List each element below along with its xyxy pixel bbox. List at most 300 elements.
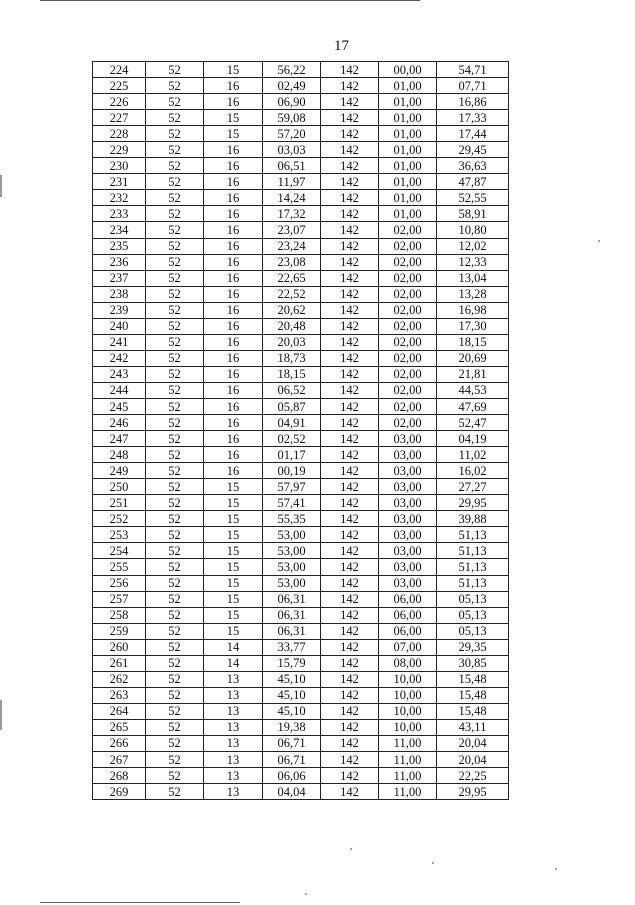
table-cell: 55,35: [263, 511, 321, 527]
table-cell: 16: [204, 286, 263, 302]
table-cell: 246: [93, 415, 146, 431]
table-cell: 142: [321, 222, 379, 238]
table-cell: 00,00: [379, 62, 437, 78]
table-cell: 52: [146, 286, 204, 302]
table-cell: 52: [146, 559, 204, 575]
bottom-scan-rule: [40, 902, 240, 903]
table-row: [93, 398, 509, 414]
table-cell: 16: [204, 431, 263, 447]
table-cell: 14,24: [263, 190, 321, 206]
table-row: [93, 431, 509, 447]
table-cell: 250: [93, 479, 146, 495]
table-cell: 52: [146, 78, 204, 94]
table-cell: 237: [93, 270, 146, 286]
table-cell: 249: [93, 463, 146, 479]
table-cell: 06,00: [379, 607, 437, 623]
table-cell: 257: [93, 591, 146, 607]
table-cell: 142: [321, 238, 379, 254]
table-row: [93, 415, 509, 431]
table-cell: 13: [204, 703, 263, 719]
table-cell: 142: [321, 254, 379, 270]
table-cell: 142: [321, 752, 379, 768]
table-cell: 05,13: [437, 623, 509, 639]
table-cell: 52: [146, 687, 204, 703]
table-row: [93, 655, 509, 671]
table-cell: 225: [93, 78, 146, 94]
scan-speck: [350, 848, 352, 850]
table-cell: 52: [146, 495, 204, 511]
table-cell: 06,51: [263, 158, 321, 174]
table-cell: 142: [321, 719, 379, 735]
table-cell: 06,71: [263, 752, 321, 768]
table-cell: 15: [204, 543, 263, 559]
table-row: [93, 366, 509, 382]
table-cell: 15: [204, 623, 263, 639]
table-cell: 20,48: [263, 318, 321, 334]
table-cell: 01,17: [263, 447, 321, 463]
table-cell: 52: [146, 607, 204, 623]
table-cell: 17,30: [437, 318, 509, 334]
table-cell: 10,00: [379, 687, 437, 703]
table-cell: 16: [204, 463, 263, 479]
table-cell: 02,00: [379, 398, 437, 414]
left-edge-mark: [0, 700, 2, 730]
table-cell: 11,97: [263, 174, 321, 190]
table-cell: 03,00: [379, 479, 437, 495]
table-cell: 03,03: [263, 142, 321, 158]
table-body: [93, 62, 509, 800]
table-cell: 03,00: [379, 559, 437, 575]
table-cell: 142: [321, 511, 379, 527]
table-cell: 02,00: [379, 415, 437, 431]
table-cell: 16,02: [437, 463, 509, 479]
table-cell: 243: [93, 366, 146, 382]
table-cell: 15: [204, 527, 263, 543]
table-cell: 142: [321, 190, 379, 206]
table-cell: 15: [204, 511, 263, 527]
table-cell: 16: [204, 415, 263, 431]
table-cell: 08,00: [379, 655, 437, 671]
table-cell: 52: [146, 206, 204, 222]
table-cell: 02,00: [379, 302, 437, 318]
table-cell: 142: [321, 158, 379, 174]
table-cell: 02,00: [379, 222, 437, 238]
table-cell: 05,87: [263, 398, 321, 414]
table-cell: 01,00: [379, 206, 437, 222]
table-row: [93, 126, 509, 142]
table-cell: 18,15: [263, 366, 321, 382]
table-cell: 264: [93, 703, 146, 719]
table-cell: 52: [146, 158, 204, 174]
table-cell: 02,00: [379, 350, 437, 366]
table-cell: 11,00: [379, 735, 437, 751]
table-cell: 52: [146, 398, 204, 414]
table-cell: 142: [321, 398, 379, 414]
table-row: [93, 94, 509, 110]
table-cell: 19,38: [263, 719, 321, 735]
table-cell: 52: [146, 575, 204, 591]
table-cell: 06,90: [263, 94, 321, 110]
table-cell: 142: [321, 575, 379, 591]
table-cell: 52: [146, 238, 204, 254]
table-cell: 04,91: [263, 415, 321, 431]
table-cell: 10,00: [379, 703, 437, 719]
table-cell: 142: [321, 431, 379, 447]
table-cell: 04,04: [263, 784, 321, 800]
table-row: [93, 623, 509, 639]
table-cell: 43,11: [437, 719, 509, 735]
table-cell: 142: [321, 142, 379, 158]
table-cell: 16: [204, 254, 263, 270]
table-row: [93, 222, 509, 238]
table-row: [93, 784, 509, 800]
table-cell: 52: [146, 142, 204, 158]
table-cell: 02,00: [379, 286, 437, 302]
table-cell: 266: [93, 735, 146, 751]
table-cell: 05,13: [437, 607, 509, 623]
table-cell: 16: [204, 334, 263, 350]
table-cell: 15,48: [437, 703, 509, 719]
table-cell: 52: [146, 350, 204, 366]
table-cell: 52: [146, 527, 204, 543]
table-cell: 51,13: [437, 527, 509, 543]
table-cell: 01,00: [379, 142, 437, 158]
table-cell: 02,00: [379, 238, 437, 254]
table-cell: 231: [93, 174, 146, 190]
table-cell: 224: [93, 62, 146, 78]
table-cell: 00,19: [263, 463, 321, 479]
table-cell: 45,10: [263, 671, 321, 687]
table-row: [93, 495, 509, 511]
table-cell: 52: [146, 479, 204, 495]
table-row: [93, 671, 509, 687]
table-row: [93, 110, 509, 126]
table-cell: 10,00: [379, 719, 437, 735]
table-cell: 18,15: [437, 334, 509, 350]
table-row: [93, 511, 509, 527]
table-cell: 44,53: [437, 382, 509, 398]
table-cell: 52: [146, 719, 204, 735]
table-row: [93, 286, 509, 302]
table-cell: 227: [93, 110, 146, 126]
table-cell: 16: [204, 222, 263, 238]
table-cell: 142: [321, 607, 379, 623]
scan-speck: [598, 240, 600, 242]
table-cell: 01,00: [379, 110, 437, 126]
table-cell: 06,00: [379, 623, 437, 639]
left-edge-mark: [0, 175, 2, 197]
table-cell: 21,81: [437, 366, 509, 382]
table-cell: 14: [204, 655, 263, 671]
table-cell: 16: [204, 398, 263, 414]
table-row: [93, 254, 509, 270]
table-row: [93, 206, 509, 222]
table-cell: 258: [93, 607, 146, 623]
table-cell: 52: [146, 110, 204, 126]
table-cell: 232: [93, 190, 146, 206]
table-row: [93, 687, 509, 703]
table-row: [93, 591, 509, 607]
table-cell: 52,47: [437, 415, 509, 431]
table-cell: 52: [146, 703, 204, 719]
table-cell: 15: [204, 575, 263, 591]
table-cell: 16: [204, 382, 263, 398]
table-cell: 52: [146, 639, 204, 655]
table-cell: 236: [93, 254, 146, 270]
table-cell: 07,00: [379, 639, 437, 655]
table-cell: 15: [204, 607, 263, 623]
table-cell: 16,86: [437, 94, 509, 110]
table-cell: 142: [321, 126, 379, 142]
table-cell: 03,00: [379, 431, 437, 447]
table-cell: 228: [93, 126, 146, 142]
table-row: [93, 752, 509, 768]
page-number: 17: [334, 38, 349, 54]
table-cell: 16: [204, 302, 263, 318]
top-scan-rule: [40, 0, 420, 1]
table-cell: 23,08: [263, 254, 321, 270]
table-cell: 03,00: [379, 527, 437, 543]
table-cell: 52: [146, 447, 204, 463]
table-cell: 02,52: [263, 431, 321, 447]
table-row: [93, 62, 509, 78]
table-cell: 15: [204, 479, 263, 495]
table-cell: 51,13: [437, 559, 509, 575]
table-cell: 142: [321, 78, 379, 94]
table-cell: 142: [321, 174, 379, 190]
table-cell: 16: [204, 94, 263, 110]
table-cell: 142: [321, 591, 379, 607]
table-cell: 05,13: [437, 591, 509, 607]
table-row: [93, 350, 509, 366]
table-cell: 54,71: [437, 62, 509, 78]
table-cell: 242: [93, 350, 146, 366]
table-cell: 45,10: [263, 703, 321, 719]
table-cell: 16: [204, 238, 263, 254]
table-cell: 235: [93, 238, 146, 254]
table-cell: 22,52: [263, 286, 321, 302]
table-row: [93, 703, 509, 719]
table-cell: 13: [204, 735, 263, 751]
table-cell: 02,00: [379, 254, 437, 270]
table-cell: 30,85: [437, 655, 509, 671]
table-cell: 06,31: [263, 623, 321, 639]
table-cell: 52: [146, 94, 204, 110]
table-cell: 52: [146, 768, 204, 784]
table-cell: 52: [146, 222, 204, 238]
table-row: [93, 479, 509, 495]
table-cell: 13: [204, 784, 263, 800]
table-cell: 52: [146, 655, 204, 671]
table-cell: 15: [204, 126, 263, 142]
table-cell: 10,80: [437, 222, 509, 238]
table-cell: 269: [93, 784, 146, 800]
table-row: [93, 238, 509, 254]
table-cell: 11,00: [379, 768, 437, 784]
table-cell: 29,95: [437, 784, 509, 800]
table-cell: 240: [93, 318, 146, 334]
table-cell: 18,73: [263, 350, 321, 366]
table-cell: 52: [146, 543, 204, 559]
table-cell: 52: [146, 190, 204, 206]
table-row: [93, 270, 509, 286]
table-cell: 17,32: [263, 206, 321, 222]
table-cell: 06,00: [379, 591, 437, 607]
table-cell: 53,00: [263, 575, 321, 591]
table-cell: 142: [321, 206, 379, 222]
table-cell: 13: [204, 671, 263, 687]
table-cell: 01,00: [379, 94, 437, 110]
table-cell: 52: [146, 511, 204, 527]
table-cell: 142: [321, 495, 379, 511]
table-cell: 52: [146, 366, 204, 382]
table-row: [93, 334, 509, 350]
table-cell: 260: [93, 639, 146, 655]
table-row: [93, 158, 509, 174]
table-row: [93, 447, 509, 463]
scan-speck: [555, 868, 557, 870]
table-cell: 06,71: [263, 735, 321, 751]
table-cell: 52: [146, 334, 204, 350]
table-cell: 142: [321, 302, 379, 318]
table-cell: 142: [321, 768, 379, 784]
table-cell: 142: [321, 527, 379, 543]
table-cell: 13: [204, 768, 263, 784]
table-cell: 58,91: [437, 206, 509, 222]
table-row: [93, 142, 509, 158]
table-cell: 03,00: [379, 575, 437, 591]
table-cell: 142: [321, 286, 379, 302]
table-cell: 142: [321, 735, 379, 751]
table-cell: 02,00: [379, 366, 437, 382]
scan-speck: [432, 862, 434, 864]
table-row: [93, 735, 509, 751]
table-cell: 142: [321, 62, 379, 78]
table-cell: 22,25: [437, 768, 509, 784]
table-cell: 20,04: [437, 735, 509, 751]
table-cell: 06,52: [263, 382, 321, 398]
table-cell: 39,88: [437, 511, 509, 527]
table-cell: 238: [93, 286, 146, 302]
table-row: [93, 768, 509, 784]
table-row: [93, 318, 509, 334]
coordinates-table: [92, 61, 509, 800]
table-cell: 52: [146, 623, 204, 639]
table-cell: 226: [93, 94, 146, 110]
table-cell: 142: [321, 447, 379, 463]
table-cell: 14: [204, 639, 263, 655]
table-cell: 04,19: [437, 431, 509, 447]
table-cell: 245: [93, 398, 146, 414]
table-cell: 20,03: [263, 334, 321, 350]
table-cell: 29,35: [437, 639, 509, 655]
table-cell: 263: [93, 687, 146, 703]
table-cell: 13: [204, 752, 263, 768]
table-cell: 52: [146, 302, 204, 318]
table-cell: 02,00: [379, 382, 437, 398]
table-cell: 52: [146, 382, 204, 398]
table-cell: 241: [93, 334, 146, 350]
table-cell: 01,00: [379, 190, 437, 206]
table-cell: 17,33: [437, 110, 509, 126]
table-cell: 16: [204, 447, 263, 463]
table-cell: 15: [204, 591, 263, 607]
table-cell: 15: [204, 62, 263, 78]
table-cell: 53,00: [263, 559, 321, 575]
table-cell: 252: [93, 511, 146, 527]
table-cell: 15: [204, 110, 263, 126]
table-cell: 142: [321, 318, 379, 334]
table-row: [93, 607, 509, 623]
scan-speck: [305, 893, 307, 895]
table-cell: 244: [93, 382, 146, 398]
table-cell: 265: [93, 719, 146, 735]
table-cell: 142: [321, 703, 379, 719]
table-cell: 33,77: [263, 639, 321, 655]
table-cell: 20,04: [437, 752, 509, 768]
table-cell: 45,10: [263, 687, 321, 703]
table-cell: 23,07: [263, 222, 321, 238]
table-cell: 47,87: [437, 174, 509, 190]
table-cell: 16: [204, 142, 263, 158]
table-cell: 03,00: [379, 495, 437, 511]
table-cell: 52: [146, 270, 204, 286]
table-cell: 52: [146, 735, 204, 751]
table-cell: 254: [93, 543, 146, 559]
table-row: [93, 543, 509, 559]
table-cell: 17,44: [437, 126, 509, 142]
table-cell: 52: [146, 431, 204, 447]
table-cell: 11,00: [379, 784, 437, 800]
table-cell: 142: [321, 639, 379, 655]
table-cell: 57,20: [263, 126, 321, 142]
table-cell: 20,62: [263, 302, 321, 318]
table-cell: 16: [204, 174, 263, 190]
table-cell: 52: [146, 784, 204, 800]
table-row: [93, 719, 509, 735]
table-cell: 03,00: [379, 511, 437, 527]
table-cell: 03,00: [379, 543, 437, 559]
table-cell: 22,65: [263, 270, 321, 286]
table-cell: 142: [321, 350, 379, 366]
table-row: [93, 190, 509, 206]
table-cell: 01,00: [379, 158, 437, 174]
table-cell: 52,55: [437, 190, 509, 206]
table-cell: 16: [204, 270, 263, 286]
table-row: [93, 78, 509, 94]
table-cell: 16: [204, 318, 263, 334]
table-cell: 142: [321, 687, 379, 703]
table-cell: 256: [93, 575, 146, 591]
table-cell: 15: [204, 495, 263, 511]
table-cell: 15: [204, 559, 263, 575]
table-cell: 02,00: [379, 334, 437, 350]
table-cell: 15,48: [437, 687, 509, 703]
table-row: [93, 463, 509, 479]
table-cell: 01,00: [379, 174, 437, 190]
table-cell: 06,31: [263, 591, 321, 607]
table-row: [93, 382, 509, 398]
table-cell: 251: [93, 495, 146, 511]
table-cell: 142: [321, 415, 379, 431]
table-cell: 20,69: [437, 350, 509, 366]
table-cell: 142: [321, 479, 379, 495]
table-cell: 36,63: [437, 158, 509, 174]
table-cell: 12,02: [437, 238, 509, 254]
table-cell: 142: [321, 784, 379, 800]
table-cell: 23,24: [263, 238, 321, 254]
table-cell: 01,00: [379, 126, 437, 142]
